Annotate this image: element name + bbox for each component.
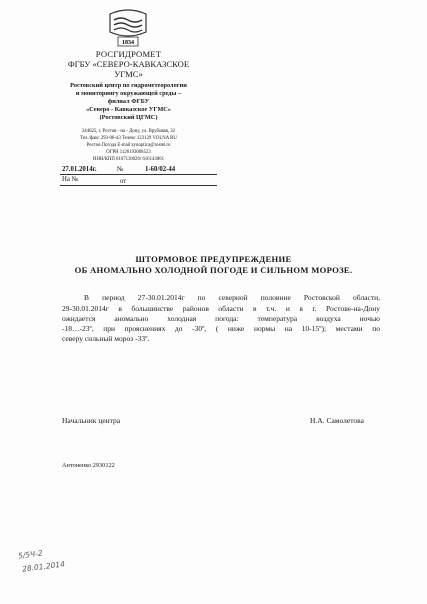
handwritten-note: 28.01.2014: [21, 559, 66, 574]
org-name-line3: УГМС»: [114, 69, 143, 79]
suborg-line: Ростовский центр по гидрометеорологии: [70, 82, 187, 89]
org-name-line1: РОСГИДРОМЕТ: [95, 49, 162, 59]
from-label: от: [120, 178, 127, 185]
body-text-line: северу сильный мороз -33º.: [62, 334, 150, 343]
document-title-line1: ШТОРМОВОЕ ПРЕДУПРЕЖДЕНИЕ: [135, 254, 292, 264]
signatory-position: Начальник центра: [62, 416, 121, 425]
reference-underline: [60, 174, 217, 175]
document-date: 27.01.2014г.: [62, 166, 97, 173]
address-line: Тел./факс 293-06-43 Телекс 123129 VOLNA RU: [80, 136, 177, 141]
org-name-line2: ФГБУ «СЕВЕРО-КАВКАЗСКОЕ: [67, 59, 190, 69]
emblem-year: 1834: [122, 40, 134, 46]
contact-person: Антоненко 2930122: [62, 462, 115, 469]
in-reply-label: На №: [62, 176, 79, 183]
signatory-name: Н.А. Самолетова: [310, 416, 364, 425]
body-text-line: В период 27-30.01.2014г по северной половине Ростовской области,: [84, 293, 380, 302]
suborg-line: филиал ФГБУ: [107, 98, 150, 105]
address-line: Ростов Погода E-mail:synoptica@rostel.ru: [86, 143, 171, 148]
address-line: 344025, г. Ростов - на - Дону, ул. Врубовая, 32: [81, 129, 176, 134]
body-text-line: ожидается аномально холодная погода: температура воздуха ночью: [62, 314, 380, 323]
suborg-line: (Ростовский ЦГМС): [99, 114, 158, 121]
emblem-logo: [104, 6, 152, 50]
address-line: ОГРН 1126193008523: [106, 150, 151, 155]
suborg-line: и мониторингу окружающей среды –: [75, 90, 182, 97]
reference-underline: [60, 185, 217, 186]
address-line: ИНН/КПП 6167110026/ 616143001: [93, 157, 164, 162]
document-number: 1-60/02-44: [145, 166, 176, 173]
document-title-line2: ОБ АНОМАЛЬНО ХОЛОДНОЙ ПОГОДЕ И СИЛЬНОМ МОРОЗЕ.: [74, 265, 353, 275]
number-sign: №: [117, 166, 124, 173]
body-text-line: 29-30.01.2014г в большинстве районов области в т.ч. и в г. Ростове-на-Дону: [62, 304, 380, 313]
body-text-line: -18…-23º, при прояснениях до -30º, ( ниже нормы на 10-15º); местами по: [62, 324, 380, 333]
handwritten-note: 5/5Ч-2: [17, 548, 44, 561]
suborg-line: «Северо - Кавказское УГМС»: [86, 106, 171, 113]
